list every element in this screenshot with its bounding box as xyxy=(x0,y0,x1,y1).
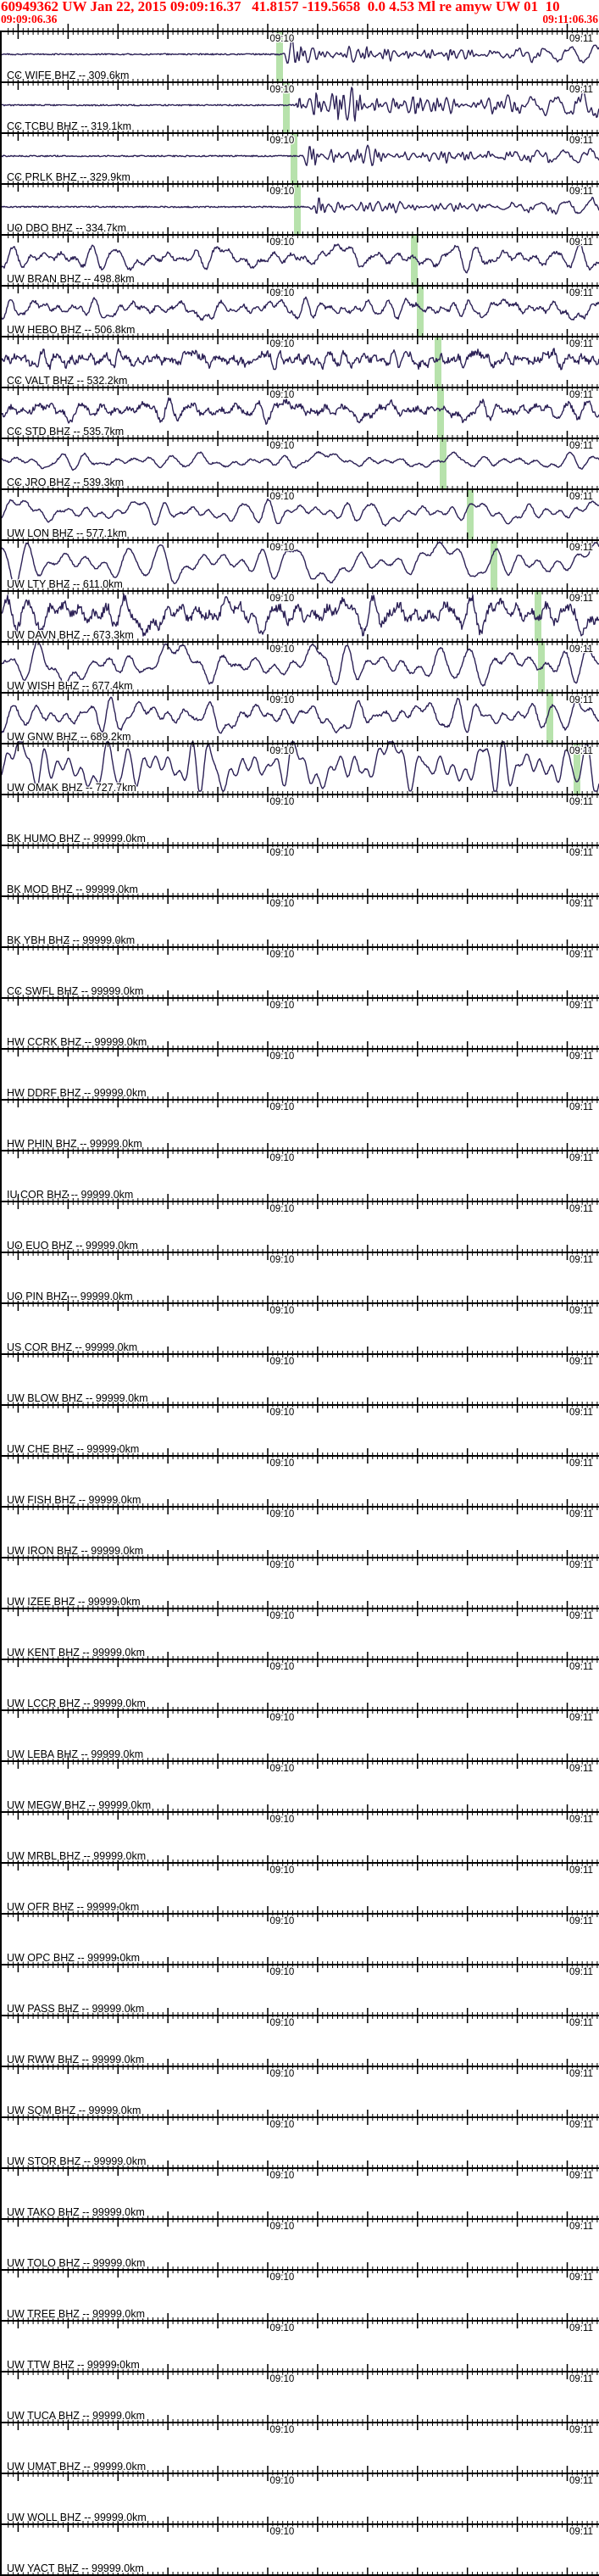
trace-row[interactable] xyxy=(0,795,599,845)
trace-row[interactable] xyxy=(0,2016,599,2066)
trace-row[interactable] xyxy=(0,540,599,591)
trace-row[interactable] xyxy=(0,489,599,540)
trace-row[interactable] xyxy=(0,1812,599,1863)
trace-row[interactable] xyxy=(0,2168,599,2219)
trace-row[interactable] xyxy=(0,184,599,235)
trace-row[interactable] xyxy=(0,642,599,693)
trace-row[interactable] xyxy=(0,1761,599,1812)
trace-row[interactable] xyxy=(0,998,599,1049)
trace-row[interactable] xyxy=(0,1863,599,1914)
event-summary: 60949362 UW Jan 22, 2015 09:09:16.37 41.8157 -119.5658 0.0 4.53 Ml re amyw UW 01 10 xyxy=(1,0,560,14)
trace-row[interactable] xyxy=(0,1151,599,1202)
trace-row[interactable] xyxy=(0,235,599,286)
trace-row[interactable] xyxy=(0,31,599,82)
trace-row[interactable] xyxy=(0,1354,599,1405)
trace-row[interactable] xyxy=(0,2270,599,2321)
trace-row[interactable] xyxy=(0,2423,599,2473)
trace-row[interactable] xyxy=(0,693,599,744)
trace-row[interactable] xyxy=(0,845,599,896)
window-start-time: 09:09:06.36 xyxy=(1,13,58,25)
trace-row[interactable] xyxy=(0,1303,599,1354)
trace-row[interactable] xyxy=(0,1202,599,1252)
trace-row[interactable] xyxy=(0,1609,599,1659)
trace-row[interactable] xyxy=(0,438,599,489)
trace-row[interactable] xyxy=(0,744,599,795)
trace-row[interactable] xyxy=(0,82,599,133)
trace-row[interactable] xyxy=(0,947,599,998)
trace-row[interactable] xyxy=(0,133,599,184)
trace-row[interactable] xyxy=(0,1456,599,1507)
trace-row[interactable] xyxy=(0,2473,599,2524)
trace-row[interactable] xyxy=(0,1558,599,1609)
trace-row[interactable] xyxy=(0,2219,599,2270)
trace-row[interactable] xyxy=(0,286,599,337)
trace-row[interactable] xyxy=(0,896,599,947)
trace-row[interactable] xyxy=(0,2372,599,2423)
trace-row[interactable] xyxy=(0,1914,599,1965)
trace-row[interactable] xyxy=(0,1252,599,1303)
trace-row[interactable] xyxy=(0,2524,599,2575)
trace-row[interactable] xyxy=(0,1965,599,2016)
trace-row[interactable] xyxy=(0,591,599,642)
trace-rows-layer xyxy=(0,31,599,2575)
trace-row[interactable] xyxy=(0,2321,599,2372)
trace-row[interactable] xyxy=(0,1100,599,1151)
trace-row[interactable] xyxy=(0,1710,599,1761)
trace-row[interactable] xyxy=(0,2066,599,2117)
trace-row[interactable] xyxy=(0,388,599,438)
trace-row[interactable] xyxy=(0,1049,599,1100)
window-end-time: 09:11:06.36 xyxy=(542,13,598,25)
trace-row[interactable] xyxy=(0,2117,599,2168)
trace-row[interactable] xyxy=(0,337,599,388)
trace-row[interactable] xyxy=(0,1507,599,1558)
trace-row[interactable] xyxy=(0,1405,599,1456)
trace-row[interactable] xyxy=(0,1659,599,1710)
